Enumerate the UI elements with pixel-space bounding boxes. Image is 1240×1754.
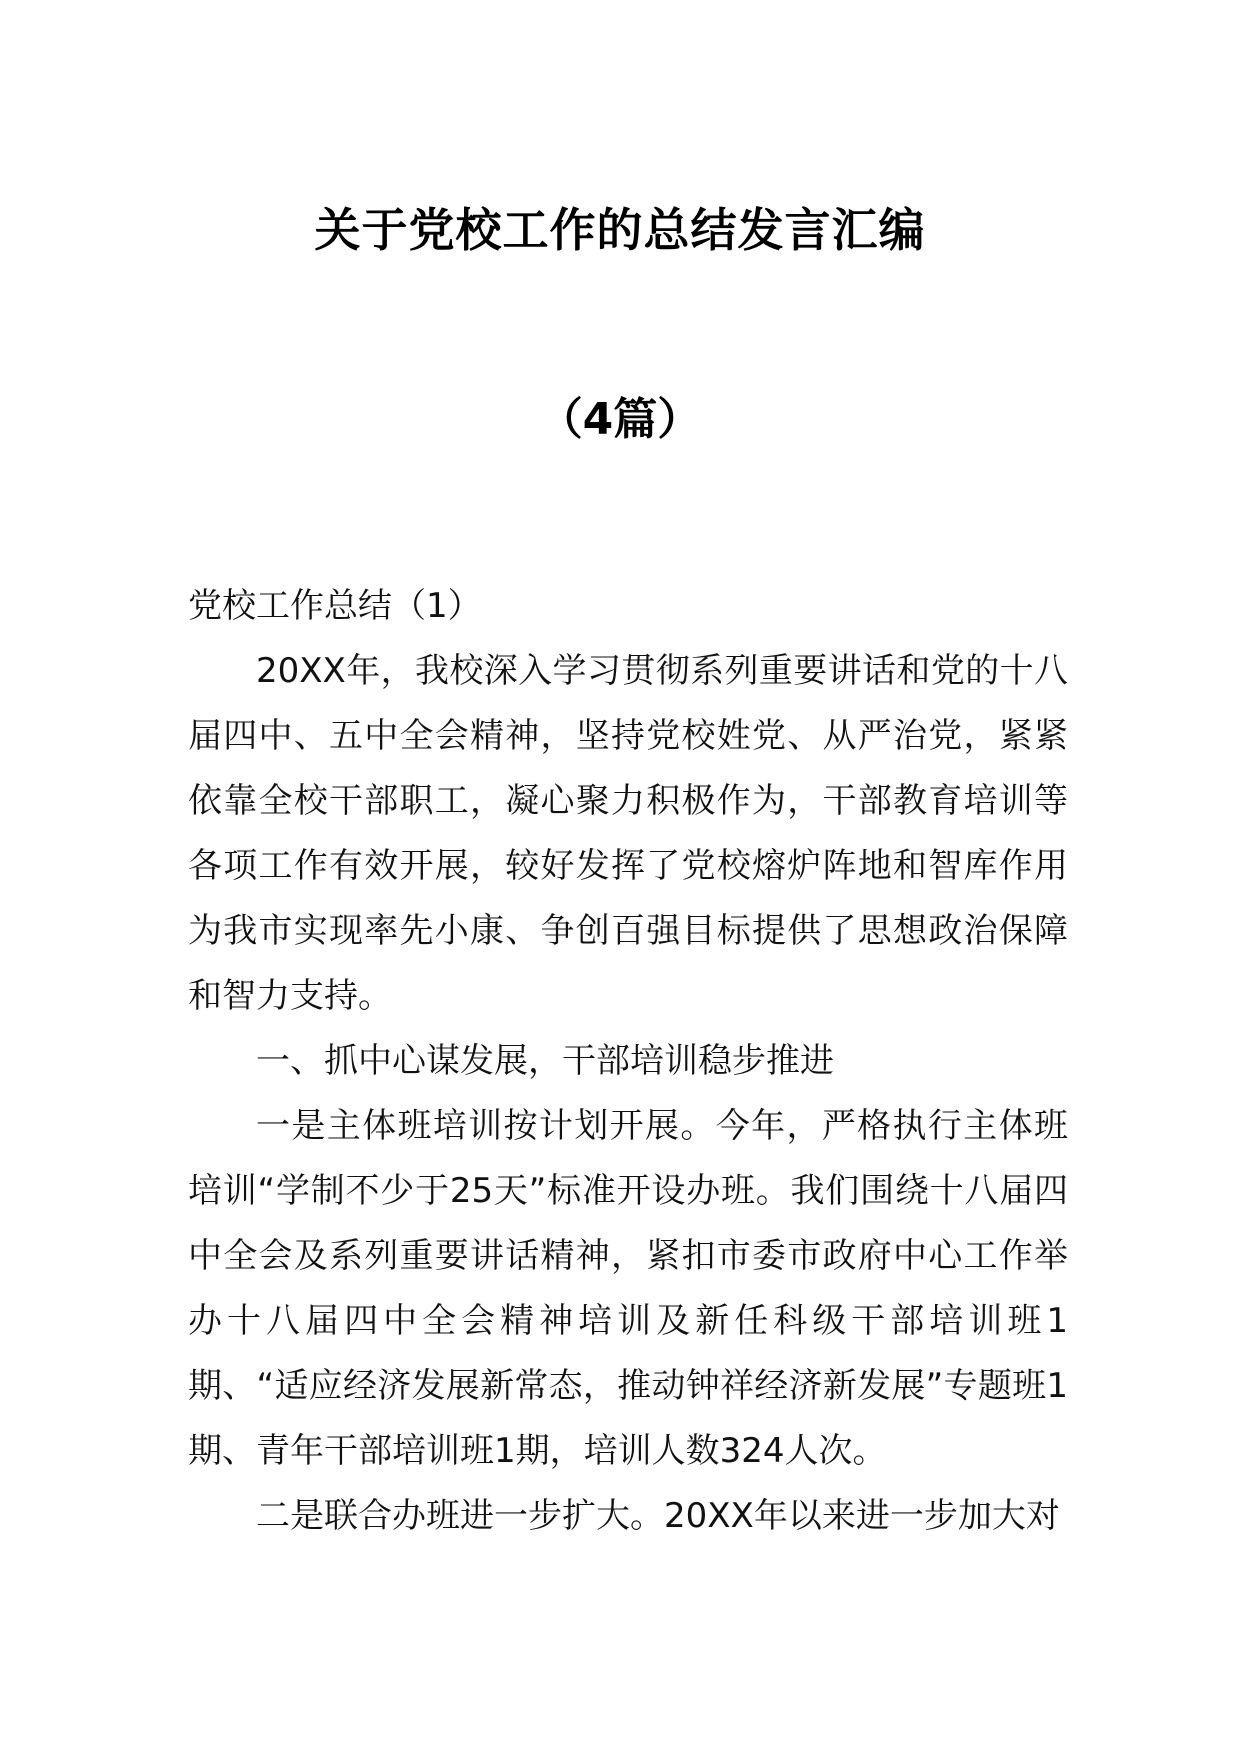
- paragraph: 一是主体班培训按计划开展。今年，严格执行主体班培训“学制不少于25天”标准开设办班。我们围绕十八届四中全会及系列重要讲话精神，紧扣市委市政府中心工作举办十八届四中全会精神培训及新任科级干部培训班1期、“适应经济发展新常态，推动钟祥经济新发展”专题班1期、青年干部培训班1期，培训人数324人次。: [188, 1106, 1068, 1471]
- paragraph: 二是联合办班进一步扩大。20XX年以来进一步加大对: [256, 1496, 1060, 1536]
- paragraph-heading: 一、抓中心谋发展，干部培训稳步推进: [256, 1041, 834, 1081]
- document-title: 关于党校工作的总结发言汇编: [314, 203, 926, 257]
- document-body: [188, 574, 1068, 1549]
- document-subtitle: （4篇）: [538, 394, 702, 445]
- paragraph: 20XX年，我校深入学习贯彻系列重要讲话和党的十八届四中、五中全会精神，坚持党校姓党、从严治党，紧紧依靠全校干部职工，凝心聚力积极作为，干部教育培训等各项工作有效开展，较好发挥了党校熔炉阵地和智库作用为我市实现率先小康、争创百强目标提供了思想政治保障和智力支持。: [188, 651, 1068, 1016]
- section-heading: 党校工作总结（1）: [188, 586, 482, 626]
